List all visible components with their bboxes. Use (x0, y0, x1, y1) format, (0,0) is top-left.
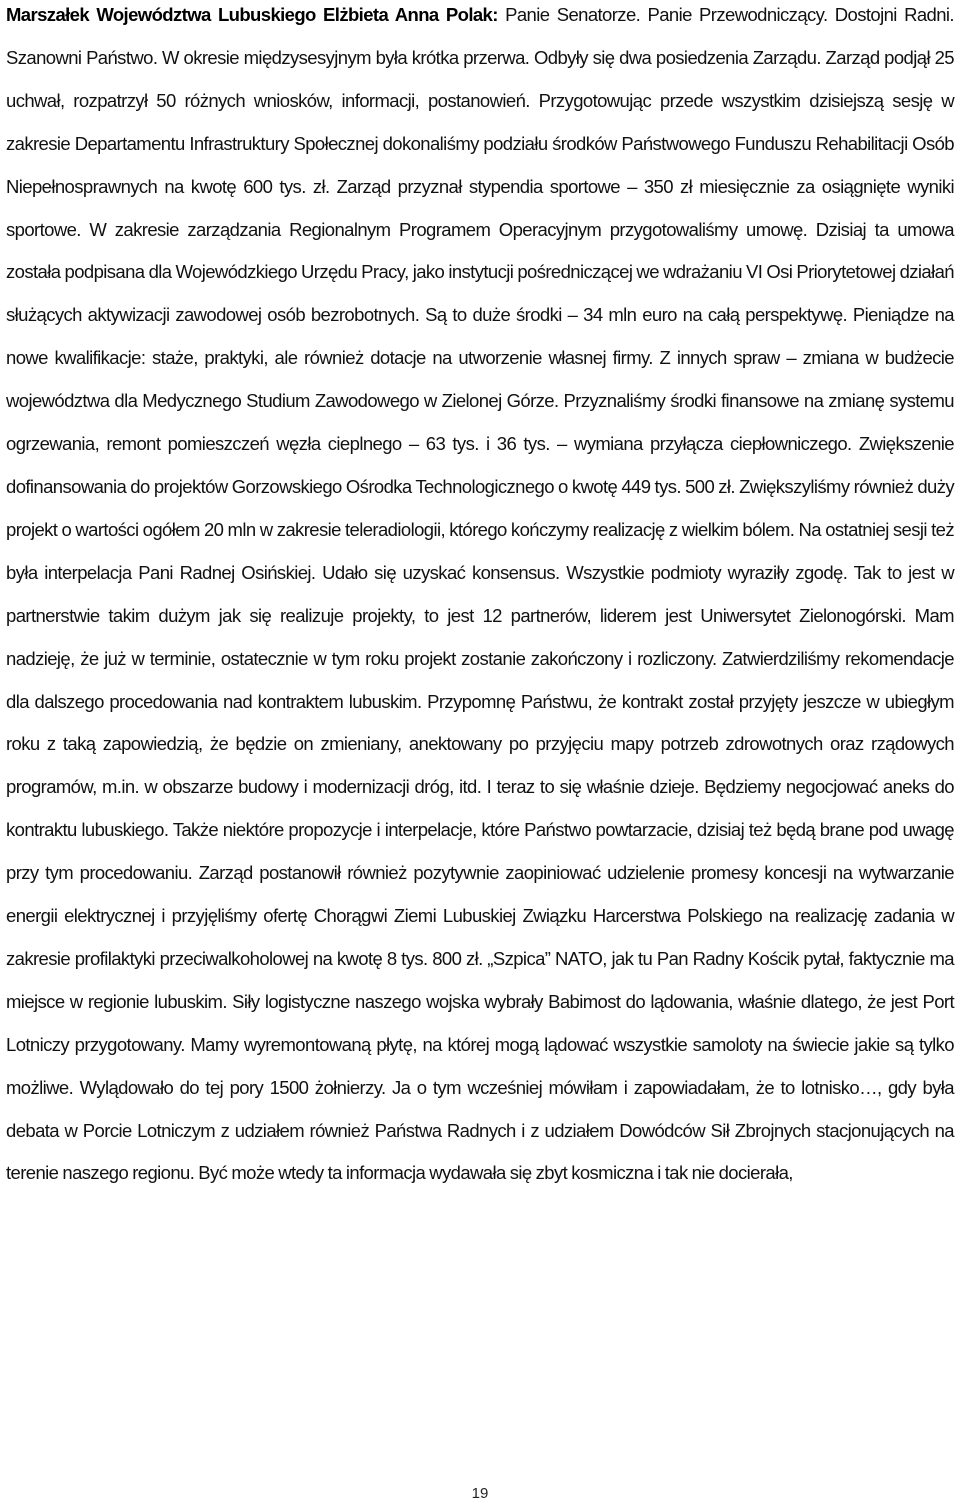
paragraph-text: Panie Senatorze. Panie Przewodniczący. Dostojni Radni. Szanowni Państwo. W okresie międzysesyjnym była krótka przerwa. Odbyły się dwa posiedzenia Zarządu. Zarząd podjął 25 uchwał, rozpatrzył 50 różnych wniosków, informacji, postanowień. Przygotowując przede wszystkim dzisiejszą sesję w zakresie Departamentu Infrastruktury Społecznej dokonaliśmy podziału środków Państwowego Funduszu Rehabilitacji Osób Niepełnosprawnych na kwotę 600 tys. zł. Zarząd przyznał stypendia sportowe – 350 zł miesięcznie za osiągnięte wyniki sportowe. W zakresie zarządzania Regionalnym Programem Operacyjnym przygotowaliśmy umowę. Dzisiaj ta umowa została podpisana dla Wojewódzkiego Urzędu Pracy, jako instytucji pośredniczącej we wdrażaniu VI Osi Priorytetowej działań służących aktywizacji zawodowej osób bezrobotnych. Są to duże środki – 34 mln euro na całą perspektywę. Pieniądze na nowe kwalifikacje: staże, praktyki, ale również dotacje na utworzenie własnej firmy. Z innych spraw – zmiana w budżecie województwa dla Medycznego Studium Zawodowego w Zielonej Górze. Przyznaliśmy środki finansowe na zmianę systemu ogrzewania, remont pomieszczeń węzła cieplnego – 63 tys. i 36 tys. – wymiana przyłącza ciepłowniczego. Zwiększenie dofinansowania do projektów Gorzowskiego Ośrodka Technologicznego o kwotę 449 tys. 500 zł. Zwiększyliśmy również duży projekt o wartości ogółem 20 mln w zakresie teleradiologii, którego kończymy realizację z wielkim bólem. Na ostatniej sesji też była interpelacja Pani Radnej Osińskiej. Udało się uzyskać konsensus. Wszystkie podmioty wyraziły zgodę. Tak to jest w partnerstwie takim dużym jak się realizuje projekty, to jest 12 partnerów, liderem jest Uniwersytet Zielonogórski. Mam nadzieję, że już w terminie, ostatecznie w tym roku projekt zostanie zakończony i rozliczony. Zatwierdziliśmy rekomendacje dla dalszego procedowania nad kontraktem lubuskim. Przypomnę Państwu, że kontrakt został przyjęty jeszcze w ubiegłym roku z taką zapowiedzią, że będzie on zmieniany, anektowany po przyjęciu mapy potrzeb zdrowotnych oraz rządowych programów, m.in. w obszarze budowy i modernizacji dróg, itd. I teraz to się właśnie dzieje. Będziemy negocjować aneks do kontraktu lubuskiego. Także niektóre propozycje i interpelacje, które Państwo powtarzacie, dzisiaj też będą brane pod uwagę przy tym procedowaniu. Zarząd postanowił również pozytywnie zaopiniować udzielenie promesy koncesji na wytwarzanie energii elektrycznej i przyjęliśmy ofertę Chorągwi Ziemi Lubuskiej Związku Harcerstwa Polskiego na realizację zadania w zakresie profilaktyki przeciwalkoholowej na kwotę 8 tys. 800 zł. „Szpica” NATO, jak tu Pan Radny Kościk pytał, faktycznie ma miejsce w regionie lubuskim. Siły logistyczne naszego wojska wybrały Babimost do lądowania, właśnie dlatego, że jest Port Lotniczy przygotowany. Mamy wyremontowaną płytę, na której mogą lądować wszystkie samoloty na świecie jakie są tylko możliwe. Wylądowało do tej pory 1500 żołnierzy. Ja o tym wcześniej mówiłam i zapowiadałam, że to lotnisko…, gdy była debata w Porcie Lotniczym z udziałem również Państwa Radnych i z udziałem Dowódców Sił Zbrojnych stacjonujących na terenie naszego regionu. Być może wtedy ta informacja wydawała się zbyt kosmiczna i tak nie docierała, (6, 4, 954, 1184)
speaker-name: Marszałek Województwa Lubuskiego Elżbieta Anna Polak: (6, 4, 498, 25)
body-paragraph (6, 0, 954, 1195)
page-number: 19 (471, 1485, 489, 1502)
